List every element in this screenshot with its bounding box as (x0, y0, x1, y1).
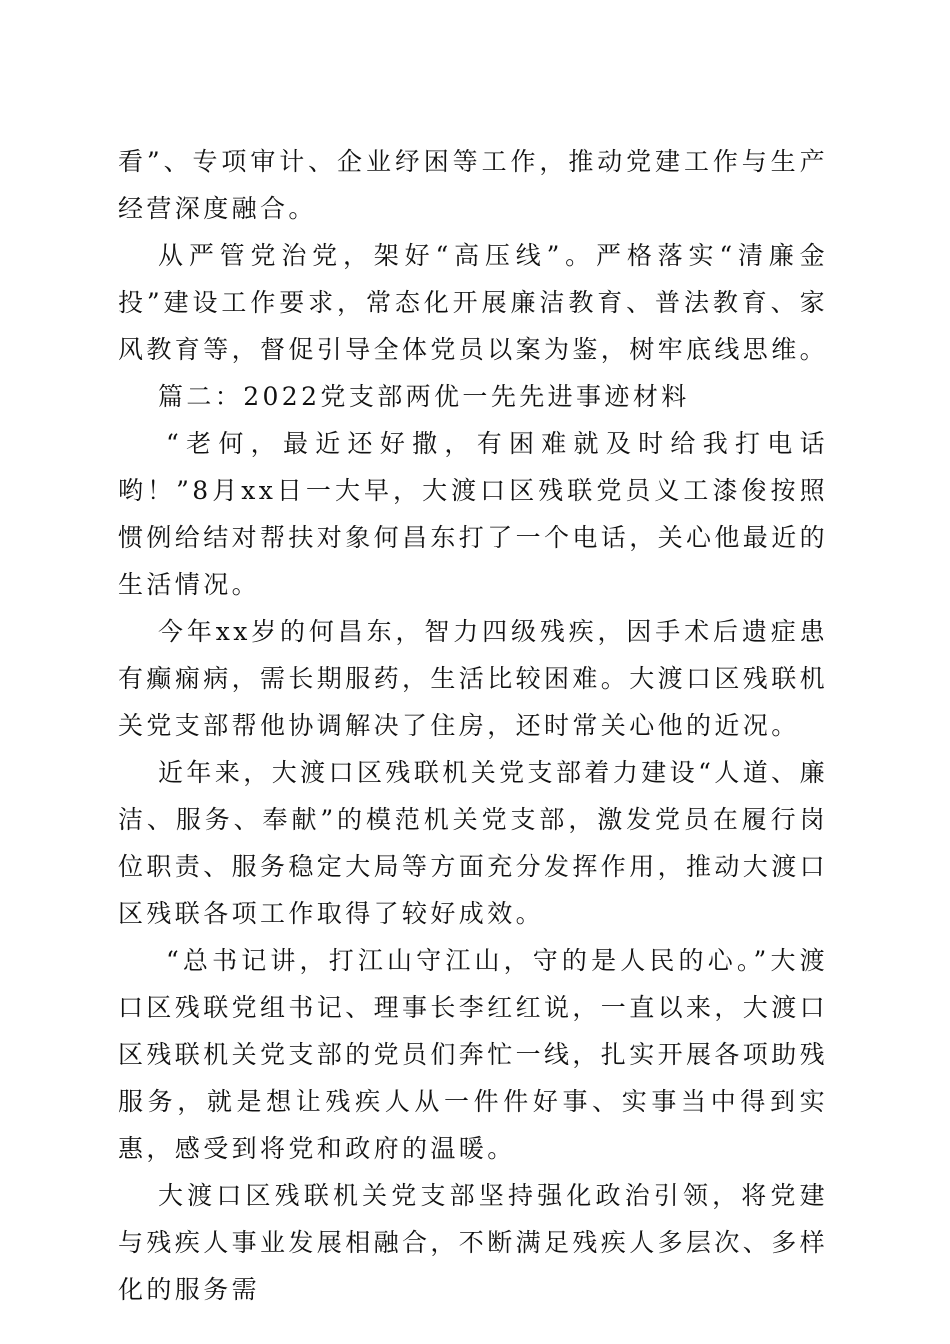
section-heading: 篇二：2022党支部两优一先先进事迹材料 (158, 382, 690, 411)
document-body (118, 138, 828, 1313)
paragraph-5: 近年来，大渡口区残联机关党支部着力建设“人道、廉洁、服务、奉献”的模范机关党支部，激发党员在履行岗位职责、服务稳定大局等方面充分发挥作用，推动大渡口区残联各项工作取得了较好成效。 (118, 758, 829, 928)
paragraph-1: 看”、专项审计、企业纾困等工作，推动党建工作与生产经营深度融合。 (118, 147, 828, 223)
paragraph-7: 大渡口区残联机关党支部坚持强化政治引领，将党建与残疾人事业发展相融合，不断满足残疾人多层次、多样化的服务需 (118, 1181, 829, 1304)
paragraph-2: 从严管党治党，架好“高压线”。严格落实“清廉金投”建设工作要求，常态化开展廉洁教育、普法教育、家风教育等，督促引导全体党员以案为鉴，树牢底线思维。 (118, 241, 829, 364)
paragraph-3: “老何，最近还好撒，有困难就及时给我打电话哟！”8月xx日一大早，大渡口区残联党员义工漆俊按照惯例给结对帮扶对象何昌东打了一个电话，关心他最近的生活情况。 (118, 429, 829, 599)
paragraph-6: “总书记讲，打江山守江山，守的是人民的心。”大渡口区残联党组书记、理事长李红红说，一直以来，大渡口区残联机关党支部的党员们奔忙一线，扎实开展各项助残服务，就是想让残疾人从一件件好事、实事当中得到实惠，感受到将党和政府的温暖。 (118, 946, 829, 1163)
paragraph-4: 今年xx岁的何昌东，智力四级残疾，因手术后遗症患有癫痫病，需长期服药，生活比较困难。大渡口区残联机关党支部帮他协调解决了住房，还时常关心他的近况。 (118, 617, 829, 740)
